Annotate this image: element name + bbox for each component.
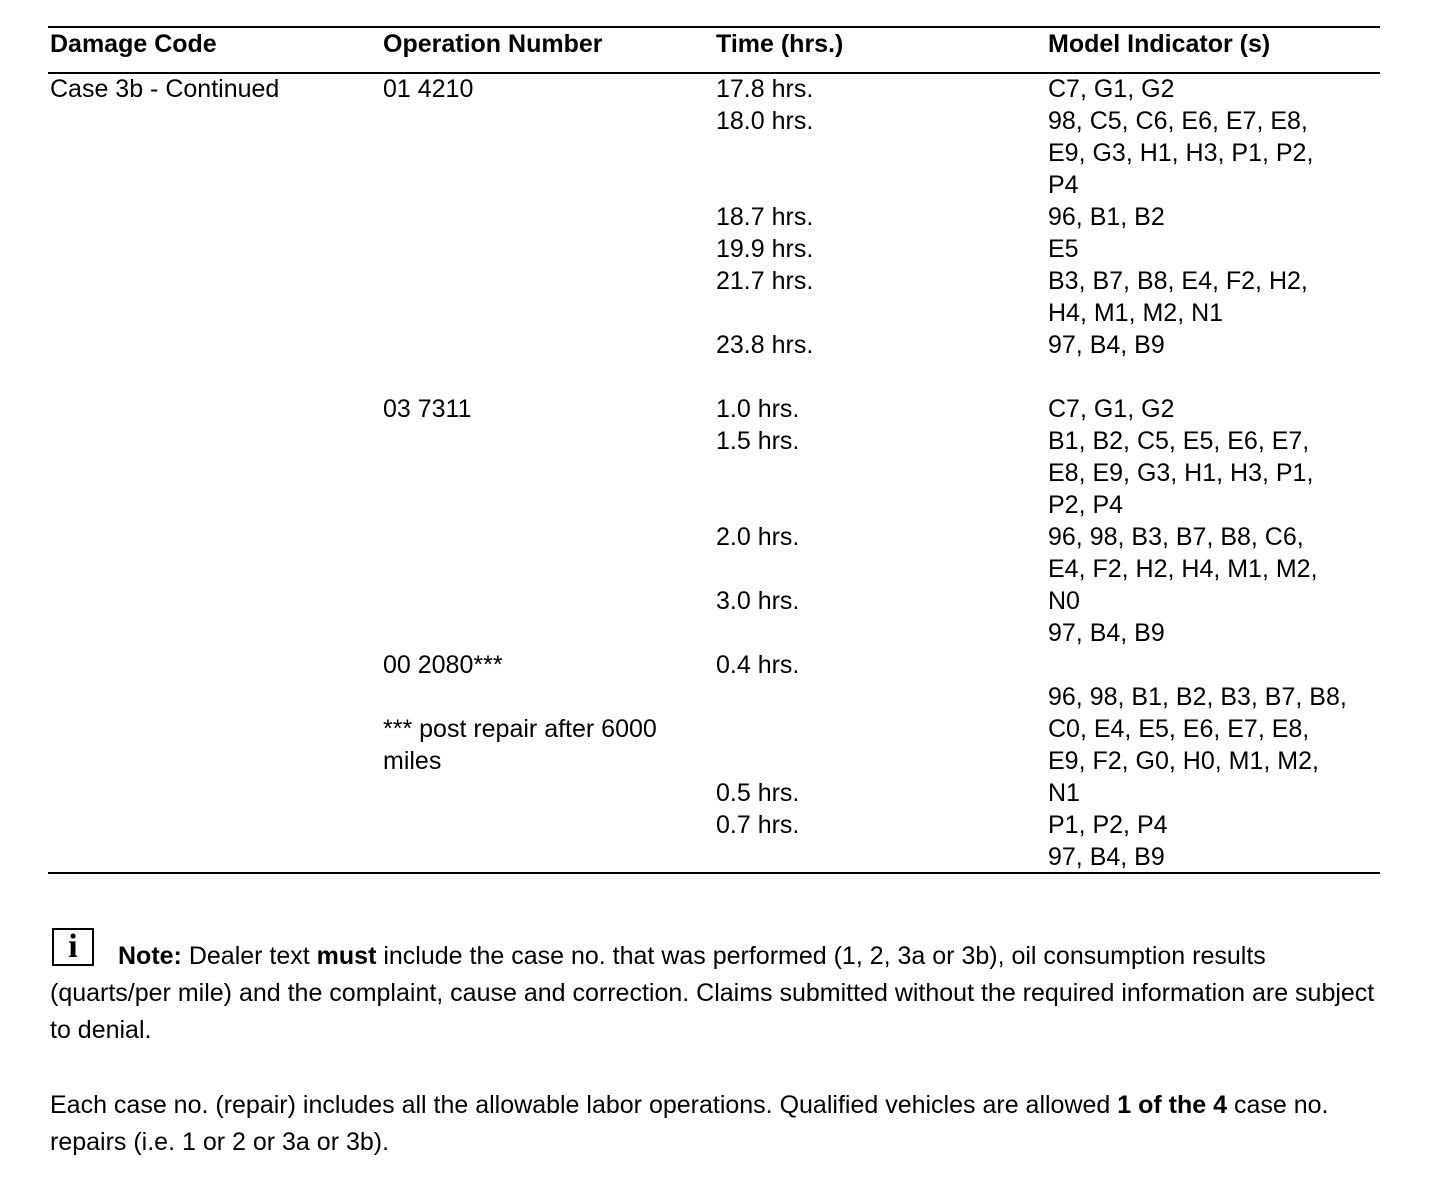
time-cell: 0.7 hrs.: [716, 811, 800, 839]
model-indicator-line: E5: [1048, 235, 1079, 263]
model-indicator-line: 98, C5, C6, E6, E7, E8,: [1048, 107, 1308, 135]
note-text-2: include the case no. that was performed (1, 2, 3a or 3b), oil consumption results (quarts/per mile) and the complaint, cause and correction. Claims submitted without the required information are subject to denial.: [50, 942, 1375, 1044]
operation-number-cell: 03 7311: [383, 395, 472, 423]
header-model-indicator: Model Indicator (s): [1048, 30, 1271, 58]
model-indicator-line: P2, P4: [1048, 491, 1124, 519]
model-indicator-line: H4, M1, M2, N1: [1048, 299, 1224, 327]
time-cell: 17.8 hrs.: [716, 75, 814, 103]
model-indicator-line: E9, F2, G0, H0, M1, M2,: [1048, 747, 1319, 775]
model-indicator-line: 97, B4, B9: [1048, 843, 1165, 871]
time-cell: 18.7 hrs.: [716, 203, 814, 231]
model-indicator-line: 96, B1, B2: [1048, 203, 1165, 231]
model-indicator-line: N0: [1048, 587, 1080, 615]
table-bottom-rule: [48, 872, 1380, 874]
time-cell: 21.7 hrs.: [716, 267, 814, 295]
operation-number-cell: 01 4210: [383, 75, 474, 103]
model-indicator-line: 96, 98, B1, B2, B3, B7, B8,: [1048, 683, 1347, 711]
note-paragraph: [50, 938, 1390, 1049]
model-indicator-line: E9, G3, H1, H3, P1, P2,: [1048, 139, 1314, 167]
model-indicator-line: 97, B4, B9: [1048, 331, 1165, 359]
time-cell: 0.5 hrs.: [716, 779, 800, 807]
time-cell: 0.4 hrs.: [716, 651, 800, 679]
model-indicator-line: E4, F2, H2, H4, M1, M2,: [1048, 555, 1318, 583]
note-emphasis: must: [316, 942, 377, 970]
header-time: Time (hrs.): [716, 30, 844, 58]
info-icon: i: [52, 928, 94, 966]
footer-emphasis: 1 of the 4: [1117, 1091, 1228, 1119]
model-indicator-line: 97, B4, B9: [1048, 619, 1165, 647]
operation-footnote: *** post repair after 6000: [383, 715, 657, 743]
model-indicator-line: 96, 98, B3, B7, B8, C6,: [1048, 523, 1304, 551]
time-cell: 3.0 hrs.: [716, 587, 800, 615]
footer-paragraph: [50, 1087, 1390, 1161]
footer-text-2: case no. repairs (i.e. 1 or 2 or 3a or 3b).: [50, 1091, 1329, 1156]
time-cell: 23.8 hrs.: [716, 331, 814, 359]
header-operation-number: Operation Number: [383, 30, 603, 58]
model-indicator-line: B3, B7, B8, E4, F2, H2,: [1048, 267, 1308, 295]
time-cell: 1.5 hrs.: [716, 427, 800, 455]
operation-number-cell: 00 2080***: [383, 651, 503, 679]
model-indicator-line: C7, G1, G2: [1048, 75, 1175, 103]
note-label: Note:: [118, 942, 182, 970]
time-cell: 1.0 hrs.: [716, 395, 800, 423]
model-indicator-line: P1, P2, P4: [1048, 811, 1168, 839]
note-text-1: Dealer text: [181, 942, 317, 970]
model-indicator-line: C0, E4, E5, E6, E7, E8,: [1048, 715, 1310, 743]
damage-code-cell: Case 3b - Continued: [50, 75, 280, 103]
header-damage-code: Damage Code: [50, 30, 217, 58]
time-cell: 18.0 hrs.: [716, 107, 814, 135]
footer-text-1: Each case no. (repair) includes all the allowable labor operations. Qualified vehicles are allowed: [50, 1091, 1118, 1119]
time-cell: 2.0 hrs.: [716, 523, 800, 551]
model-indicator-line: C7, G1, G2: [1048, 395, 1175, 423]
model-indicator-line: N1: [1048, 779, 1080, 807]
model-indicator-line: E8, E9, G3, H1, H3, P1,: [1048, 459, 1314, 487]
time-cell: 19.9 hrs.: [716, 235, 814, 263]
operation-footnote: miles: [383, 747, 442, 775]
model-indicator-line: B1, B2, C5, E5, E6, E7,: [1048, 427, 1310, 455]
model-indicator-line: P4: [1048, 171, 1079, 199]
